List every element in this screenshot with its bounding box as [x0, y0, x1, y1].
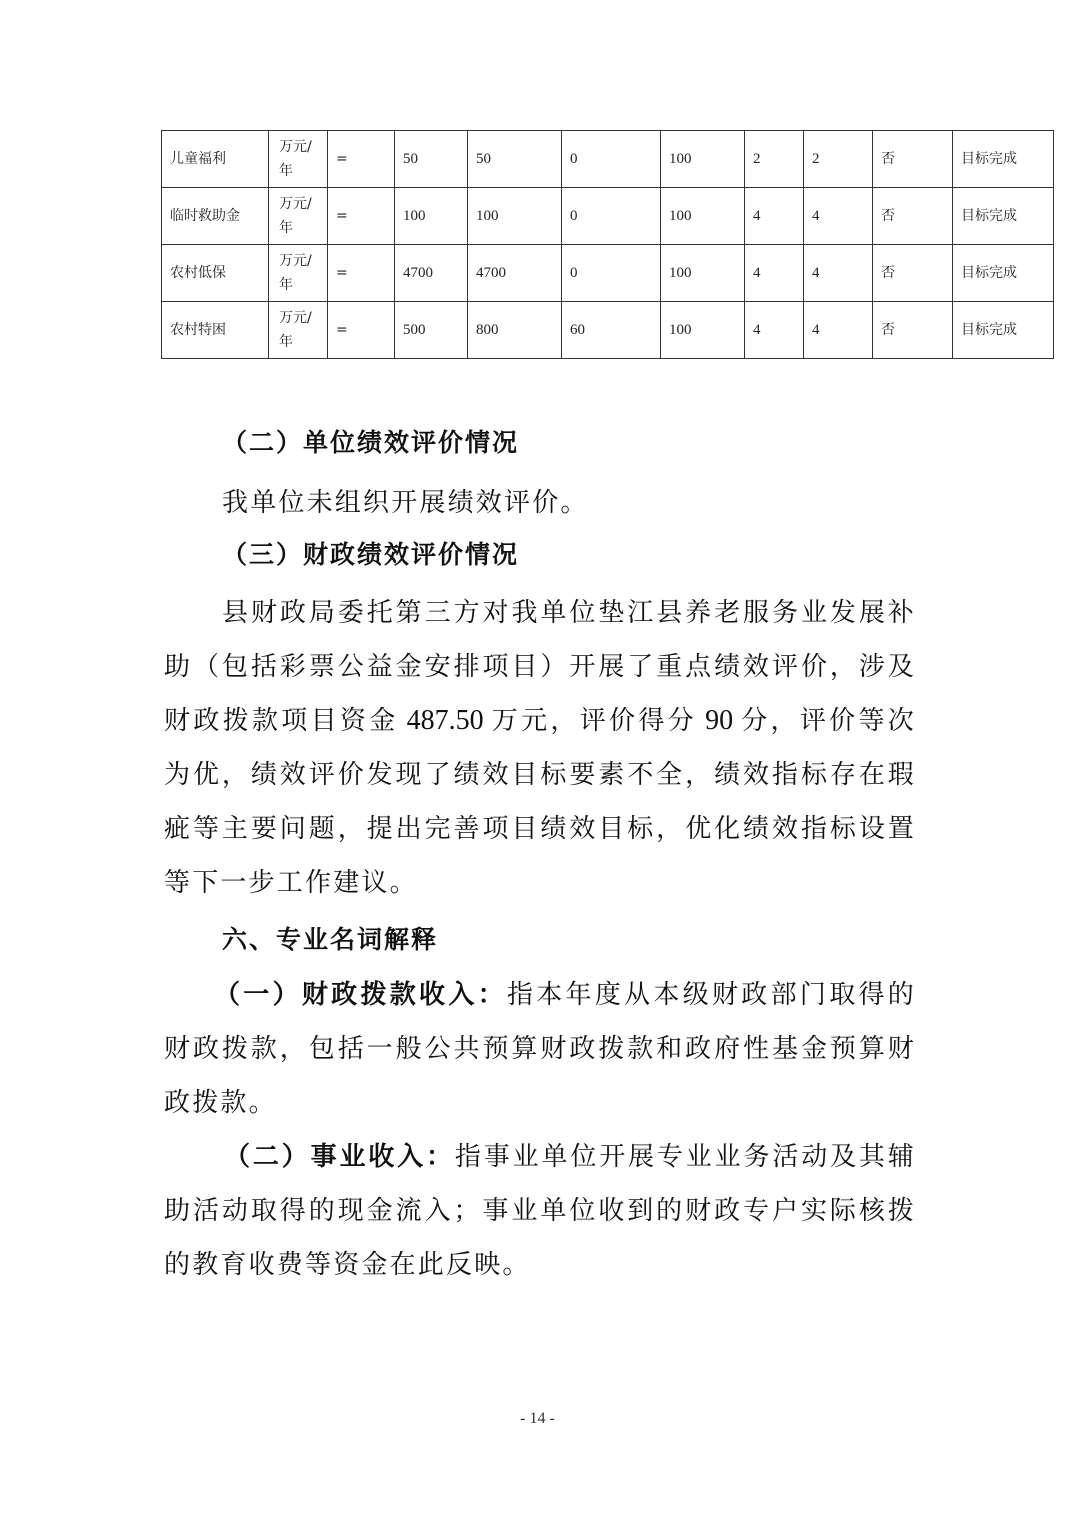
v5-cell: 4 — [745, 245, 804, 302]
term1-text: 指本年度从本级财政部门取得的财政拨款，包括一般公共预算财政拨款和政府性基金预算财政拨款。 — [164, 980, 916, 1118]
unit-line1: 万元/ — [279, 310, 312, 326]
v2-cell: 50 — [468, 131, 562, 188]
fiscal-eval-score: 90 — [696, 705, 742, 736]
result-cell: 目标完成 — [953, 245, 1054, 302]
v1-cell: 50 — [395, 131, 468, 188]
name-cell: 农村低保 — [162, 245, 269, 302]
result-cell: 目标完成 — [953, 188, 1054, 245]
v3-cell: 0 — [562, 131, 661, 188]
term2-text: 指事业单位开展专业业务活动及其辅助活动取得的现金流入；事业单位收到的财政专户实际核拨的教育收费等资金在此反映。 — [164, 1142, 916, 1280]
op-cell: = — [328, 245, 395, 302]
performance-table — [161, 130, 1054, 359]
name-cell: 临时救助金 — [162, 188, 269, 245]
unit-cell — [269, 188, 328, 245]
unit-line1: 万元/ — [279, 196, 312, 212]
op-cell: = — [328, 131, 395, 188]
table-row — [162, 245, 1054, 302]
table-row — [162, 188, 1054, 245]
v6-cell: 4 — [804, 245, 873, 302]
unit-line2: 年 — [279, 163, 293, 179]
v4-cell: 100 — [661, 245, 745, 302]
name-cell: 农村特困 — [162, 302, 269, 359]
v2-cell: 800 — [468, 302, 562, 359]
v6-cell: 4 — [804, 188, 873, 245]
term1-label: （一）财政拨款收入： — [214, 980, 507, 1010]
v3-cell: 0 — [562, 188, 661, 245]
unit-line1: 万元/ — [279, 253, 312, 269]
flag-cell: 否 — [873, 188, 953, 245]
unit-cell — [269, 302, 328, 359]
op-cell: = — [328, 188, 395, 245]
v1-cell: 100 — [395, 188, 468, 245]
unit-line1: 万元/ — [279, 139, 312, 155]
v3-cell: 60 — [562, 302, 661, 359]
name-cell: 儿童福利 — [162, 131, 269, 188]
unit-line2: 年 — [279, 277, 293, 293]
table-row — [162, 302, 1054, 359]
v1-cell: 500 — [395, 302, 468, 359]
fiscal-eval-heading: （三）财政绩效评价情况 — [222, 540, 520, 569]
term1-paragraph — [164, 968, 916, 1130]
unit-eval-heading: （二）单位绩效评价情况 — [222, 428, 520, 457]
unit-line2: 年 — [279, 334, 293, 350]
v4-cell: 100 — [661, 188, 745, 245]
page-number: - 14 - — [520, 1410, 555, 1427]
v2-cell: 4700 — [468, 245, 562, 302]
unit-line2: 年 — [279, 220, 293, 236]
term2-label: （二）事业收入： — [224, 1142, 455, 1172]
unit-eval-text: 我单位未组织开展绩效评价。 — [222, 488, 589, 518]
flag-cell: 否 — [873, 245, 953, 302]
term2-paragraph — [164, 1130, 916, 1292]
v6-cell: 2 — [804, 131, 873, 188]
table-row — [162, 131, 1054, 188]
op-cell: = — [328, 302, 395, 359]
flag-cell: 否 — [873, 302, 953, 359]
fiscal-eval-text-c: 分，评价等次为优，绩效评价发现了绩效目标要素不全，绩效指标存在瑕疵等主要问题，提出完善项目绩效目标，优化绩效指标设置等下一步工作建议。 — [164, 706, 916, 898]
fiscal-eval-text-b: 万元，评价得分 — [491, 706, 697, 736]
v5-cell: 4 — [745, 302, 804, 359]
v6-cell: 4 — [804, 302, 873, 359]
result-cell: 目标完成 — [953, 302, 1054, 359]
v3-cell: 0 — [562, 245, 661, 302]
unit-cell — [269, 245, 328, 302]
v5-cell: 2 — [745, 131, 804, 188]
unit-cell — [269, 131, 328, 188]
result-cell: 目标完成 — [953, 131, 1054, 188]
fiscal-eval-text-a: 县财政局委托第三方对我单位垫江县养老服务业发展补助（包括彩票公益金安排项目）开展了重点绩效评价，涉及财政拨款项目资金 — [164, 598, 916, 736]
v5-cell: 4 — [745, 188, 804, 245]
v2-cell: 100 — [468, 188, 562, 245]
v4-cell: 100 — [661, 131, 745, 188]
fiscal-eval-paragraph — [164, 586, 916, 910]
glossary-heading: 六、专业名词解释 — [222, 925, 439, 954]
v4-cell: 100 — [661, 302, 745, 359]
v1-cell: 4700 — [395, 245, 468, 302]
fiscal-eval-amount: 487.50 — [398, 705, 492, 736]
flag-cell: 否 — [873, 131, 953, 188]
